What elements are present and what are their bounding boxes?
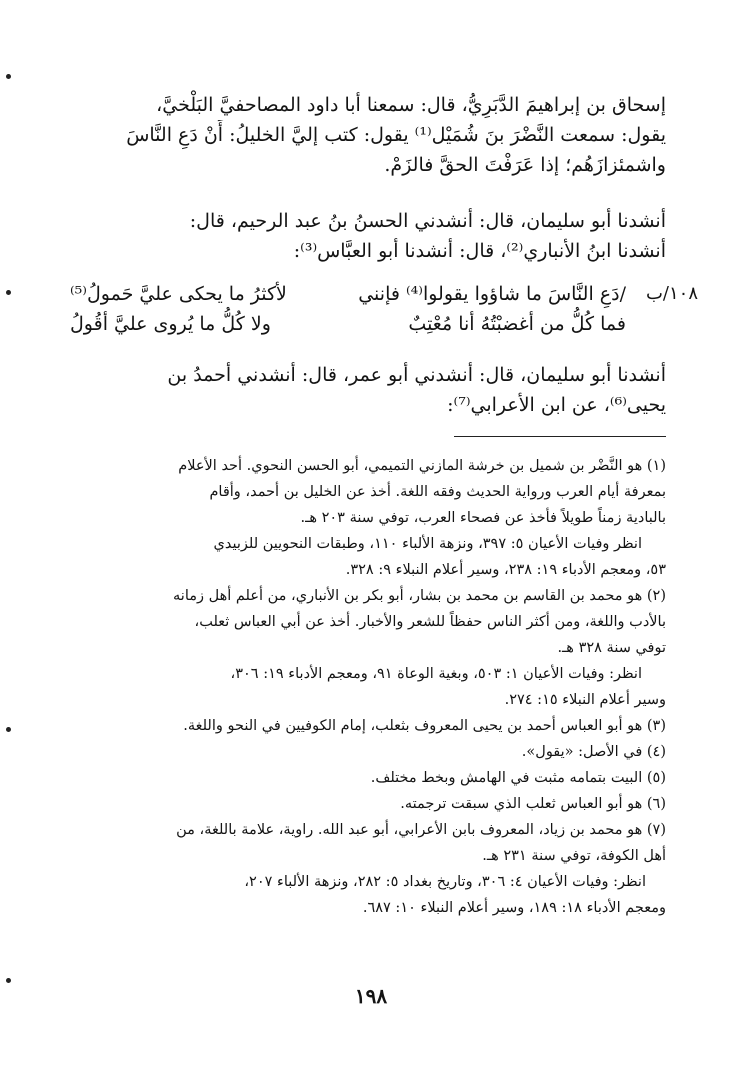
margin-folio-marker: ١٠٨/ب <box>645 283 698 304</box>
footnote-reference: ٥٣، ومعجم الأدباء ١٩: ٢٣٨، وسير أعلام النبلاء ٩: ٣٢٨. <box>345 562 666 578</box>
verse-first-hemistich: فما كُلُّ من أغضبْتُهُ أنا مُعْتِبٌ <box>408 313 626 335</box>
footnote-6 <box>70 791 666 817</box>
footnote-reference: انظر وفيات الأعيان ٥: ٣٩٧، ونزهة الألباء ١١٠، وطبقات النحويين للزبيدي <box>213 536 642 552</box>
paragraph-2 <box>70 206 666 266</box>
verse-line-2 <box>70 313 626 345</box>
footnote-line: (٧) هو محمد بن زياد، المعروف بابن الأعرابي، أبو عبد الله. راوية، علامة باللغة، من <box>176 822 666 838</box>
footnote-line: (٢) هو محمد بن القاسم بن محمد بن بشار، أبو بكر بن الأنباري، من أعلم أهل زمانه <box>173 588 666 604</box>
verse-second-hemistich: ولا كُلُّ ما يُروى عليَّ أقُولُ <box>70 313 271 335</box>
verse-second-hemistich: لأكثرُ ما يحكى عليَّ حَمولُ⁽⁵⁾ <box>70 283 287 305</box>
binding-hole-4 <box>6 978 11 983</box>
footnote-reference: انظر: وفيات الأعيان ١: ٥٠٣، وبغية الوعاة ٩١، ومعجم الأدباء ١٩: ٣٠٦، <box>230 666 642 682</box>
footnote-line: توفي سنة ٣٢٨ هـ. <box>557 640 666 656</box>
footnote-reference: ومعجم الأدباء ١٨: ١٨٩، وسير أعلام النبلاء ١٠: ٦٨٧. <box>362 900 666 916</box>
text-line: أنشدنا ابنُ الأنباري⁽²⁾، قال: أنشدنا أبو العبَّاس⁽³⁾: <box>293 240 666 262</box>
footnote-line: (٦) هو أبو العباس ثعلب الذي سبقت ترجمته. <box>400 796 666 812</box>
footnote-3 <box>70 713 666 739</box>
footnote-7 <box>70 817 666 921</box>
paragraph-3 <box>70 360 666 420</box>
binding-hole-3 <box>6 727 11 732</box>
footnote-1 <box>70 453 666 583</box>
binding-hole-1 <box>6 74 11 79</box>
footnote-line: (٥) البيت بتمامه مثبت في الهامش وبخط مختلف. <box>370 770 666 786</box>
footnote-line: أهل الكوفة، توفي سنة ٢٣١ هـ. <box>482 848 666 864</box>
verse-line-1 <box>70 283 626 315</box>
footnote-line: (٣) هو أبو العباس أحمد بن يحيى المعروف بثعلب، إمام الكوفيين في النحو واللغة. <box>183 718 666 734</box>
text-line: يحيى⁽⁶⁾، عن ابن الأعرابي⁽⁷⁾: <box>447 394 666 416</box>
footnote-2 <box>70 583 666 713</box>
text-line: واشمئزازَهُم؛ إذا عَرَفْتَ الحقَّ فالزَمْ. <box>384 154 666 176</box>
footnote-line: (٤) في الأصل: «يقول». <box>521 744 666 760</box>
paragraph-1 <box>70 90 666 180</box>
footnote-line: (١) هو النَّضْر بن شميل بن خرشة المازني التميمي، أبو الحسن النحوي. أحد الأعلام <box>178 458 666 474</box>
verse-first-hemistich: /دَعِ النَّاسَ ما شاؤوا يقولوا⁽⁴⁾ فإنني <box>358 283 626 305</box>
footnote-4 <box>70 739 666 765</box>
footnote-5 <box>70 765 666 791</box>
binding-hole-2 <box>6 290 11 295</box>
footnote-separator <box>454 436 666 437</box>
footnotes <box>70 453 666 921</box>
footnote-line: بمعرفة أيام العرب ورواية الحديث وفقه اللغة. أخذ عن الخليل بن أحمد، وأقام <box>209 484 666 500</box>
text-line: يقول: سمعت النَّضْرَ بنَ شُمَيْل⁽¹⁾ يقول: كتب إليَّ الخليلُ: أَنْ دَعِ النَّاسَ <box>126 124 666 146</box>
footnote-reference: وسير أعلام النبلاء ١٥: ٢٧٤. <box>504 692 666 708</box>
text-line: أنشدنا أبو سليمان، قال: أنشدني أبو عمر، قال: أنشدني أحمدُ بن <box>167 364 666 386</box>
footnote-line: بالبادية زمناً طويلاً فأخذ عن فصحاء العرب، توفي سنة ٢٠٣ هـ. <box>300 510 666 526</box>
footnote-line: بالأدب واللغة، ومن أكثر الناس حفظاً للشعر والأخبار. أخذ عن أبي العباس ثعلب، <box>194 614 666 630</box>
text-line: إسحاق بن إبراهيمَ الدَّبَرِيُّ، قال: سمعنا أبا داود المصاحفيَّ البَلْخيَّ، <box>156 94 666 116</box>
text-line: أنشدنا أبو سليمان، قال: أنشدني الحسنُ بنُ عبد الرحيم، قال: <box>189 210 666 232</box>
footnote-reference: انظر: وفيات الأعيان ٤: ٣٠٦، وتاريخ بغداد ٥: ٢٨٢، ونزهة الألباء ٢٠٧، <box>244 874 646 890</box>
page-number: ١٩٨ <box>354 984 388 1008</box>
